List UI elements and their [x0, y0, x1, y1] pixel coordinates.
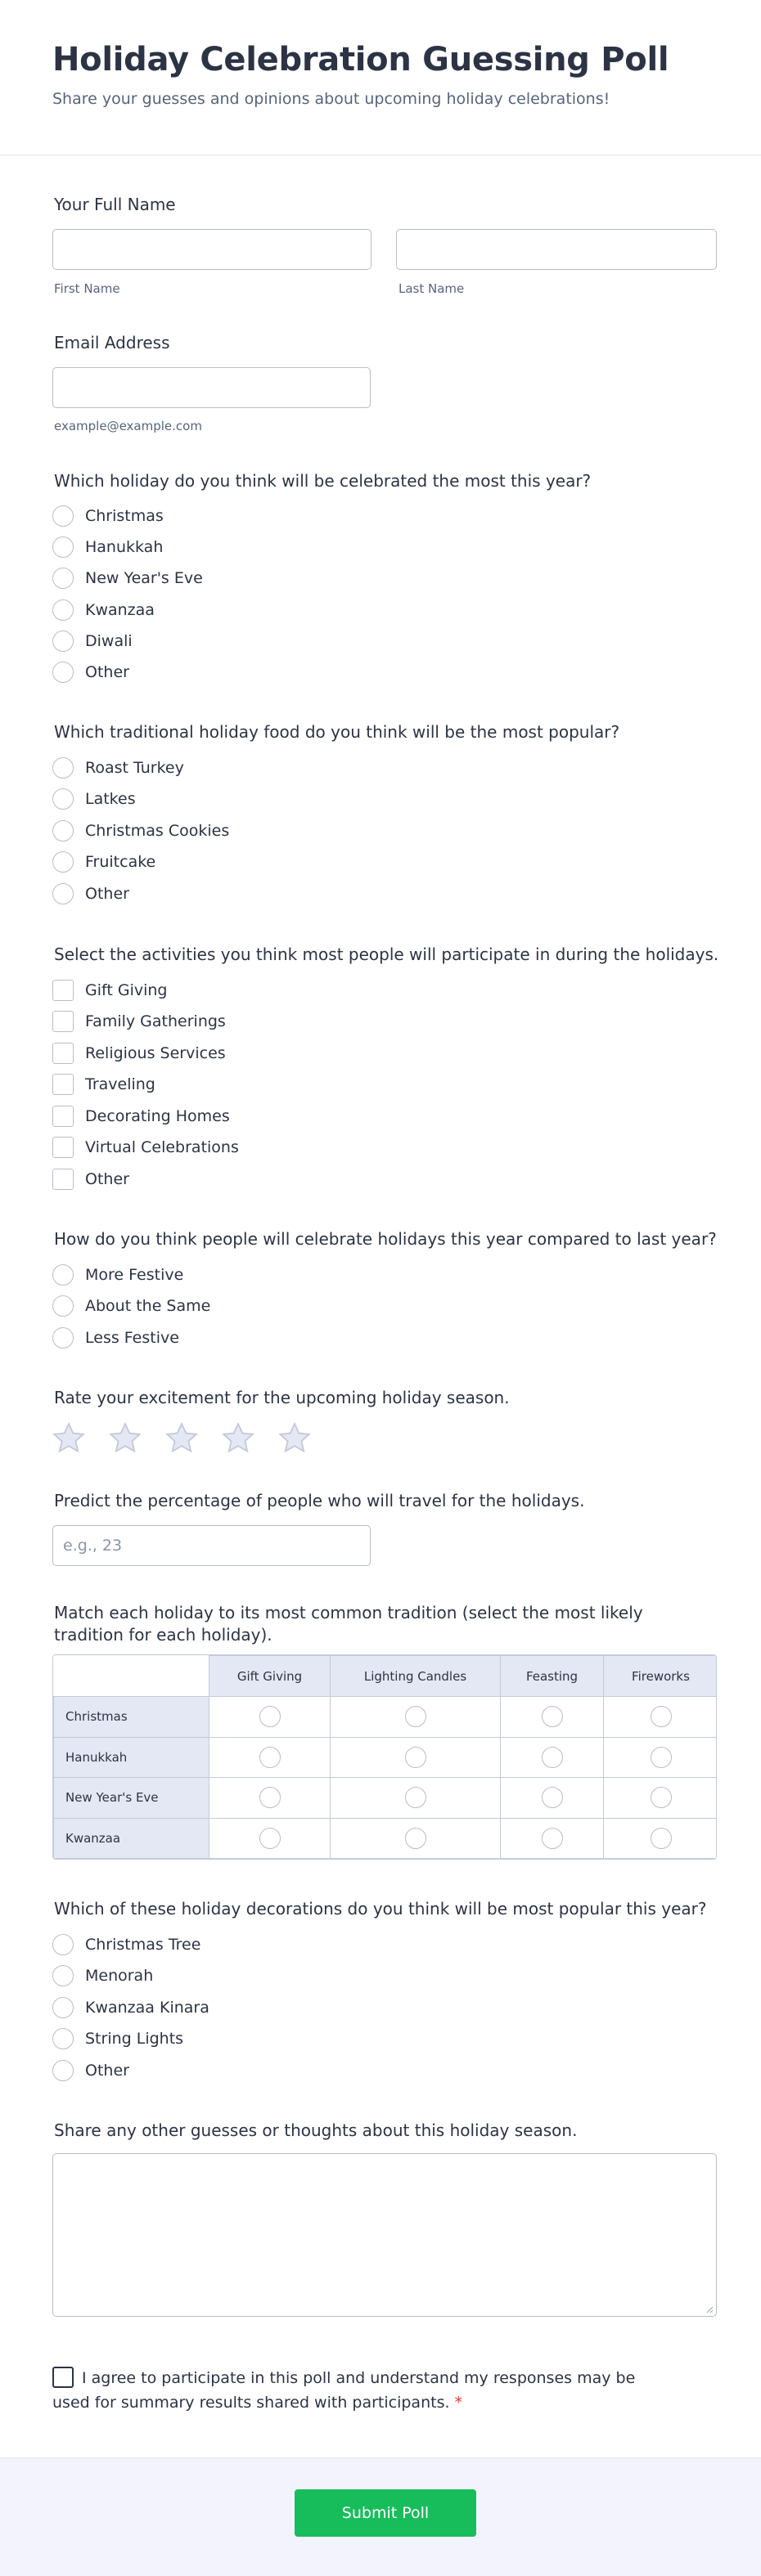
submit-button[interactable]: Submit Poll [295, 2489, 476, 2537]
thoughts-textarea[interactable] [52, 2153, 717, 2317]
resize-handle-icon[interactable] [705, 2305, 714, 2313]
star-icon[interactable] [277, 1420, 313, 1456]
travel-percentage-input[interactable] [52, 1525, 371, 1566]
option-label: Family Gatherings [85, 1012, 226, 1030]
rating-question-label: Rate your excitement for the upcoming holiday season. [54, 1388, 510, 1407]
matrix-column-header: Fireworks [604, 1656, 718, 1697]
radio-button[interactable] [52, 505, 74, 527]
option-label: String Lights [85, 2030, 184, 2048]
radio-button[interactable] [52, 1965, 74, 1986]
star-icon[interactable] [107, 1420, 143, 1456]
checkbox[interactable] [52, 1074, 74, 1095]
food-option[interactable] [52, 756, 543, 779]
first-name-input[interactable] [52, 229, 371, 270]
option-label: Christmas Cookies [85, 822, 230, 840]
radio-button[interactable] [52, 820, 74, 841]
checkbox[interactable] [52, 1169, 74, 1190]
matrix-radio[interactable] [651, 1787, 672, 1808]
activities-question-label: Select the activities you think most people will participate in during the holidays. [54, 945, 719, 964]
matrix-radio[interactable] [405, 1747, 426, 1768]
option-label: Christmas [85, 507, 164, 525]
food-question-label: Which traditional holiday food do you think will be the most popular? [54, 722, 620, 742]
matrix-radio[interactable] [651, 1706, 672, 1727]
option-label: Menorah [85, 1967, 154, 1985]
star-icon[interactable] [164, 1420, 200, 1456]
checkbox[interactable] [52, 1137, 74, 1158]
radio-button[interactable] [52, 1997, 74, 2018]
matrix-radio[interactable] [542, 1828, 563, 1849]
matrix-column-header: Feasting [501, 1656, 604, 1697]
option-label: Fruitcake [85, 853, 156, 871]
matrix-radio[interactable] [405, 1828, 426, 1849]
matrix-radio[interactable] [405, 1787, 426, 1808]
matrix-radio[interactable] [259, 1706, 281, 1727]
matrix-question-label: Match each holiday to its most common tradition (select the most likely tradition for each holiday). [54, 1603, 643, 1645]
travel-question-label: Predict the percentage of people who will travel for the holidays. [54, 1491, 585, 1510]
full-name-label: Your Full Name [54, 195, 176, 214]
required-marker: * [454, 2394, 463, 2412]
decor-option[interactable] [52, 1964, 543, 1987]
option-label: Hanukkah [85, 538, 164, 556]
food-option[interactable] [52, 882, 543, 905]
star-icon[interactable] [220, 1420, 256, 1456]
matrix-row-header: Kwanzaa [54, 1818, 209, 1859]
activity-option[interactable] [52, 979, 543, 1002]
option-label: Gift Giving [85, 981, 168, 999]
option-label: Kwanzaa [85, 601, 155, 619]
option-label: Roast Turkey [85, 759, 184, 777]
radio-button[interactable] [52, 883, 74, 904]
matrix-radio[interactable] [259, 1828, 281, 1849]
tradition-matrix [52, 1654, 717, 1860]
checkbox[interactable] [52, 1011, 74, 1032]
holiday-option[interactable] [52, 567, 543, 590]
agreement-text: I agree to participate in this poll and understand my responses may be used for summary results shared with participants. [52, 2369, 636, 2412]
holiday-option[interactable] [52, 599, 543, 622]
matrix-column-header: Lighting Candles [331, 1656, 501, 1697]
option-label: Virtual Celebrations [85, 1138, 239, 1156]
first-name-sublabel: First Name [54, 281, 120, 296]
matrix-row-header: New Year's Eve [54, 1778, 209, 1819]
activity-option[interactable] [52, 1042, 543, 1065]
matrix-radio[interactable] [651, 1747, 672, 1768]
option-label: Christmas Tree [85, 1936, 201, 1954]
matrix-radio[interactable] [259, 1747, 281, 1768]
agreement-row[interactable] [52, 2366, 642, 2415]
radio-button[interactable] [52, 599, 74, 621]
radio-button[interactable] [52, 662, 74, 683]
activity-option[interactable] [52, 1073, 543, 1096]
radio-button[interactable] [52, 2060, 74, 2081]
radio-button[interactable] [52, 1934, 74, 1955]
option-label: Less Festive [85, 1329, 179, 1347]
form-title: Holiday Celebration Guessing Poll [52, 41, 669, 79]
compare-option[interactable] [52, 1295, 543, 1317]
option-label: About the Same [85, 1297, 211, 1315]
matrix-radio[interactable] [542, 1747, 563, 1768]
matrix-corner [54, 1656, 209, 1697]
radio-button[interactable] [52, 568, 74, 589]
email-label: Email Address [54, 333, 170, 352]
thoughts-question-label: Share any other guesses or thoughts about this holiday season. [54, 2120, 578, 2140]
holiday-option[interactable] [52, 536, 543, 559]
last-name-sublabel: Last Name [399, 281, 465, 296]
option-label: Religious Services [85, 1044, 226, 1062]
food-option[interactable] [52, 788, 543, 810]
radio-button[interactable] [52, 1264, 74, 1286]
holiday-option[interactable] [52, 505, 543, 527]
option-label: Other [85, 885, 129, 903]
activity-option[interactable] [52, 1010, 543, 1033]
checkbox[interactable] [52, 1043, 74, 1064]
option-label: Other [85, 1170, 129, 1188]
option-label: Decorating Homes [85, 1107, 230, 1125]
star-rating [51, 1420, 333, 1456]
radio-button[interactable] [52, 1327, 74, 1349]
option-label: Other [85, 663, 129, 681]
matrix-radio[interactable] [259, 1787, 281, 1808]
form-subtitle: Share your guesses and opinions about upcoming holiday celebrations! [52, 90, 610, 108]
decor-question-label: Which of these holiday decorations do you think will be most popular this year? [54, 1899, 707, 1919]
option-label: Kwanzaa Kinara [85, 1999, 209, 2017]
matrix-row-header: Hanukkah [54, 1737, 209, 1778]
checkbox[interactable] [52, 1106, 74, 1127]
agreement-checkbox[interactable] [52, 2367, 74, 2388]
option-label: Diwali [85, 632, 133, 650]
radio-button[interactable] [52, 2028, 74, 2049]
radio-button[interactable] [52, 851, 74, 873]
activity-option[interactable] [52, 1105, 543, 1128]
food-option[interactable] [52, 819, 543, 842]
form-header [0, 0, 761, 155]
food-option[interactable] [52, 850, 543, 873]
option-label: Traveling [85, 1075, 155, 1093]
email-input[interactable] [52, 367, 371, 408]
compare-option[interactable] [52, 1326, 543, 1349]
checkbox[interactable] [52, 980, 74, 1001]
compare-option[interactable] [52, 1263, 543, 1286]
holiday-question-label: Which holiday do you think will be celebrated the most this year? [54, 471, 592, 491]
radio-button[interactable] [52, 757, 74, 779]
last-name-input[interactable] [396, 229, 717, 270]
option-label: Latkes [85, 790, 136, 808]
matrix-radio[interactable] [542, 1787, 563, 1808]
compare-question-label: How do you think people will celebrate holidays this year compared to last year? [54, 1229, 717, 1249]
decor-option[interactable] [52, 1933, 543, 1956]
option-label: More Festive [85, 1266, 184, 1284]
matrix-row-header: Christmas [54, 1697, 209, 1738]
matrix-radio[interactable] [542, 1706, 563, 1727]
option-label: Other [85, 2062, 129, 2080]
holiday-option[interactable] [52, 630, 543, 653]
radio-button[interactable] [52, 536, 74, 558]
decor-option[interactable] [52, 2027, 543, 2050]
radio-button[interactable] [52, 788, 74, 810]
option-label: New Year's Eve [85, 569, 203, 587]
radio-button[interactable] [52, 631, 74, 652]
radio-button[interactable] [52, 1295, 74, 1317]
footer-divider [0, 2457, 761, 2458]
activity-option[interactable] [52, 1168, 543, 1191]
decor-option[interactable] [52, 2059, 543, 2082]
email-sublabel: example@example.com [54, 419, 202, 433]
matrix-radio[interactable] [651, 1828, 672, 1849]
star-icon[interactable] [51, 1420, 87, 1456]
matrix-column-header: Gift Giving [209, 1656, 331, 1697]
matrix-radio[interactable] [405, 1706, 426, 1727]
activity-option[interactable] [52, 1136, 543, 1159]
holiday-option[interactable] [52, 661, 543, 684]
decor-option[interactable] [52, 1996, 543, 2019]
